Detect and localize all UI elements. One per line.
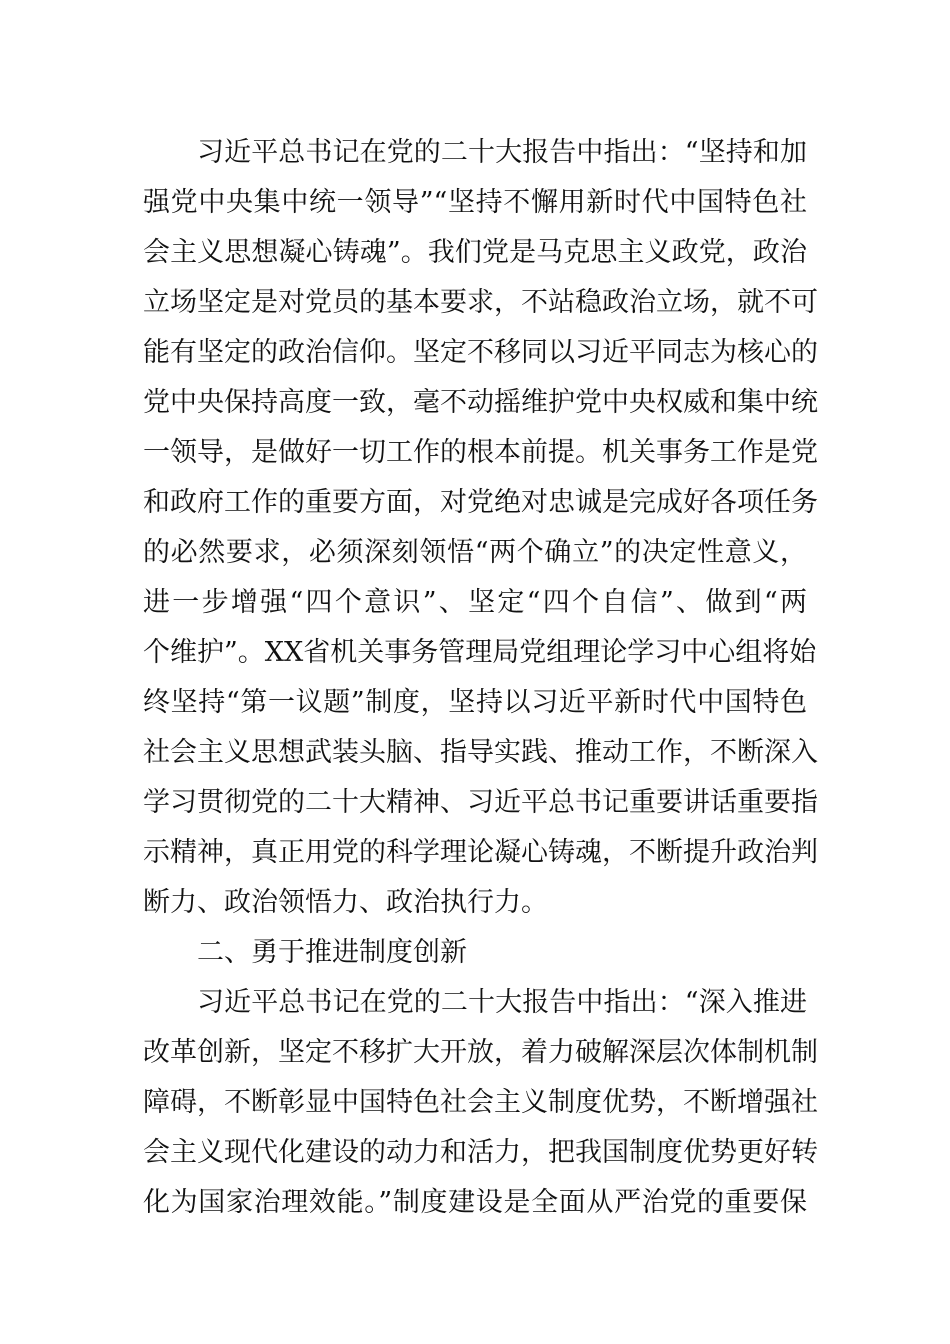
paragraph-1-line-14: 学习贯彻党的二十大精神、习近平总书记重要讲话重要指: [143, 787, 818, 818]
paragraph-1-line-1: 习近平总书记在党的二十大报告中指出：“坚持和加: [197, 137, 807, 168]
paragraph-1-line-4: 立场坚定是对党员的基本要求，不站稳政治立场，就不可: [143, 287, 818, 318]
paragraph-1-line-11: 个维护”。XX省机关事务管理局党组理论学习中心组将始: [143, 637, 817, 668]
section-heading: 二、勇于推进制度创新: [197, 937, 467, 968]
paragraph-1-line-16: 断力、政治领悟力、政治执行力。: [143, 887, 548, 918]
paragraph-1-line-8: 和政府工作的重要方面，对党绝对忠诚是完成好各项任务: [143, 487, 818, 518]
paragraph-2-line-3: 障碍，不断彰显中国特色社会主义制度优势，不断增强社: [143, 1087, 818, 1118]
paragraph-1-line-9: 的必然要求，必须深刻领悟“两个确立”的决定性意义，: [143, 537, 807, 568]
paragraph-1-line-13: 社会主义思想武装头脑、指导实践、推动工作，不断深入: [143, 737, 818, 768]
paragraph-1-line-3: 会主义思想凝心铸魂”。我们党是马克思主义政党，政治: [143, 237, 807, 268]
paragraph-1-line-12: 终坚持“第一议题”制度，坚持以习近平新时代中国特色: [143, 687, 807, 718]
paragraph-2-line-2: 改革创新，坚定不移扩大开放，着力破解深层次体制机制: [143, 1037, 818, 1068]
paragraph-2-line-5: 化为国家治理效能。”制度建设是全面从严治党的重要保: [143, 1187, 807, 1218]
paragraph-1-line-2: 强党中央集中统一领导”“坚持不懈用新时代中国特色社: [143, 187, 807, 218]
paragraph-1-line-7: 一领导，是做好一切工作的根本前提。机关事务工作是党: [143, 437, 818, 468]
paragraph-1-line-15: 示精神，真正用党的科学理论凝心铸魂，不断提升政治判: [143, 837, 818, 868]
paragraph-1-line-5: 能有坚定的政治信仰。坚定不移同以习近平同志为核心的: [143, 337, 818, 368]
paragraph-2-line-4: 会主义现代化建设的动力和活力，把我国制度优势更好转: [143, 1137, 818, 1168]
paragraph-2-line-1: 习近平总书记在党的二十大报告中指出：“深入推进: [197, 987, 807, 1018]
paragraph-1-line-10: 进一步增强“四个意识”、坚定“四个自信”、做到“两: [143, 587, 807, 618]
paragraph-1-line-6: 党中央保持高度一致，毫不动摇维护党中央权威和集中统: [143, 387, 818, 418]
